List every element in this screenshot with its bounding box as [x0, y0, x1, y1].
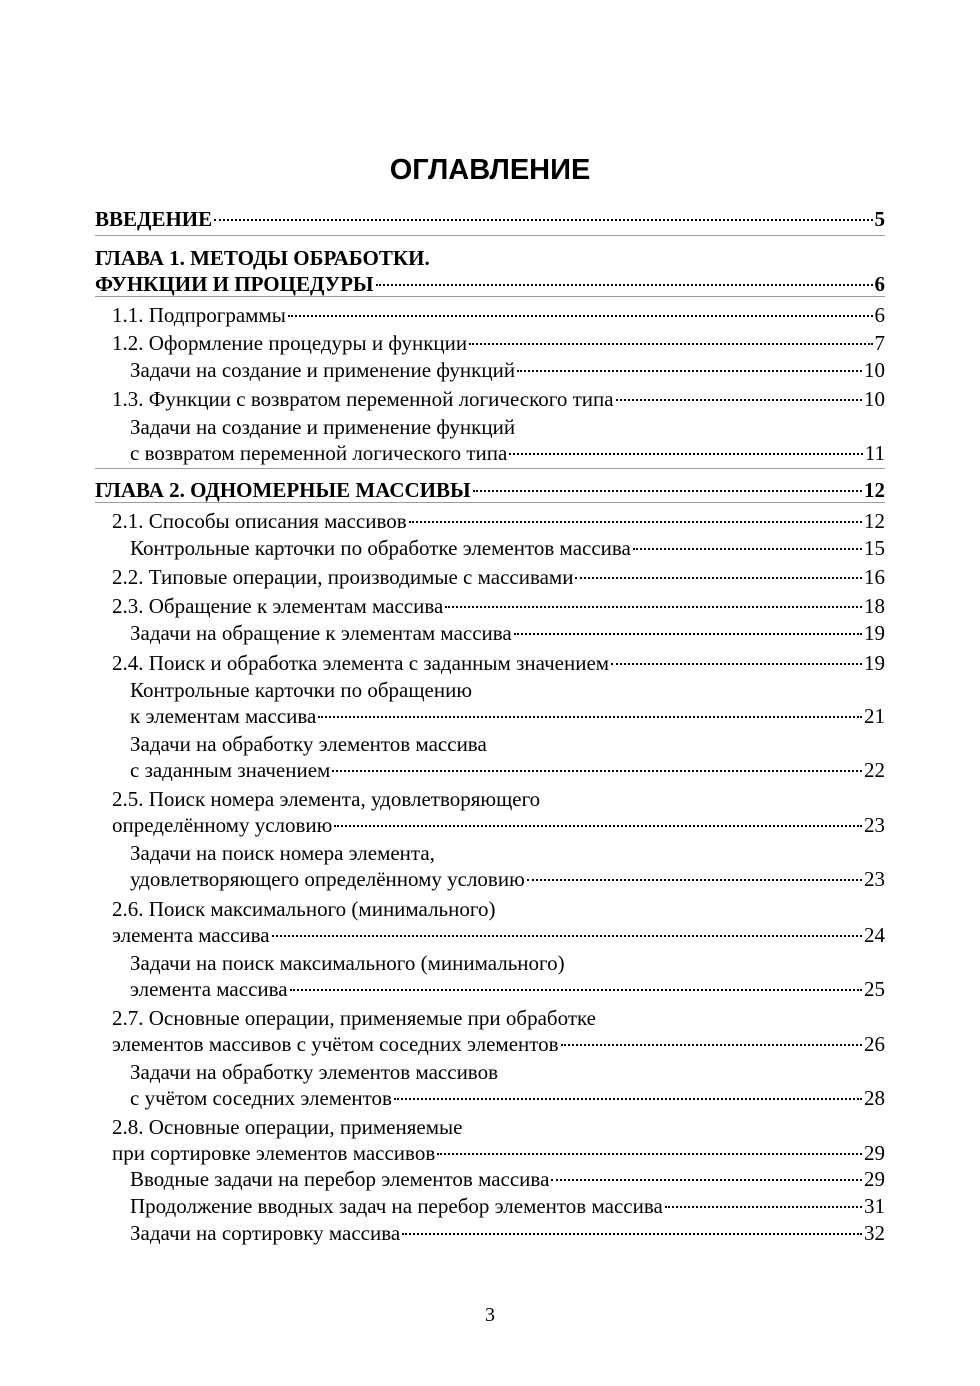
toc-entry-text: ГЛАВА 1. МЕТОДЫ ОБРАБОТКИ. [95, 246, 430, 270]
toc-entry-text: 2.5. Поиск номера элемента, удовлетворяющего [112, 787, 541, 811]
toc-entry[interactable] [112, 330, 885, 356]
toc-entry-text: элемента массива [130, 977, 288, 1001]
toc-entry[interactable] [95, 477, 885, 503]
toc-entry-text: 2.8. Основные операции, применяемые [112, 1115, 463, 1139]
toc-entry-text: с возвратом переменной логического типа [130, 441, 508, 465]
toc-entry[interactable] [130, 1059, 885, 1111]
toc-entry-text: Задачи на поиск максимального (минимального) [130, 951, 565, 975]
toc-entry-text: удовлетворяющего определённому условию [130, 867, 525, 891]
toc-entry-page: 21 [864, 704, 885, 728]
toc-entry-page: 10 [864, 358, 885, 382]
dot-leader [561, 1044, 862, 1046]
dot-leader [290, 989, 862, 991]
toc-entry-page: 10 [864, 387, 885, 411]
toc-entry-page: 29 [864, 1167, 885, 1191]
dot-leader [272, 935, 862, 937]
section-divider [95, 468, 885, 469]
toc-entry-text: элемента массива [112, 923, 270, 947]
dot-leader [575, 577, 862, 579]
toc-entry[interactable] [130, 840, 885, 892]
dot-leader [633, 548, 862, 550]
toc-entry-page: 18 [864, 594, 885, 618]
toc-entry-text: Задачи на поиск номера элемента, [130, 841, 435, 865]
toc-entry[interactable] [112, 650, 885, 676]
dot-leader [376, 284, 873, 286]
toc-entry-text: ГЛАВА 2. ОДНОМЕРНЫЕ МАССИВЫ [95, 478, 471, 502]
toc-entry[interactable] [95, 206, 885, 232]
toc-entry-page: 7 [874, 331, 885, 355]
toc-entry-text: при сортировке элементов массивов [112, 1141, 436, 1165]
toc-entry-text: Задачи на обработку элементов массивов [130, 1060, 498, 1084]
dot-leader [611, 663, 862, 665]
toc-entry-text: 1.2. Оформление процедуры и функции [112, 331, 468, 355]
toc-entry[interactable] [130, 731, 885, 783]
toc-entry-page: 26 [864, 1032, 885, 1056]
toc-entry-page: 29 [864, 1141, 885, 1165]
toc-entry[interactable] [130, 1166, 885, 1192]
section-divider [95, 235, 885, 236]
dot-leader [469, 343, 872, 345]
dot-leader [445, 606, 862, 608]
toc-entry-text: Задачи на создание и применение функций [130, 358, 516, 382]
toc-entry-page: 5 [874, 207, 885, 231]
toc-entry-text: с заданным значением [130, 758, 331, 782]
toc-entry-text: Вводные задачи на перебор элементов массива [130, 1167, 550, 1191]
dot-leader [214, 219, 872, 221]
toc-entry[interactable] [112, 1114, 885, 1166]
toc-entry-text: 1.3. Функции с возвратом переменной логического типа [112, 387, 614, 411]
toc-entry[interactable] [130, 414, 885, 466]
toc-entry[interactable] [112, 508, 885, 534]
dot-leader [394, 1098, 862, 1100]
dot-leader [332, 770, 862, 772]
toc-entry-text: 1.1. Подпрограммы [112, 303, 286, 327]
toc-entry-text: 2.7. Основные операции, применяемые при обработке [112, 1006, 596, 1030]
toc-entry-page: 6 [874, 272, 885, 296]
dot-leader [665, 1206, 862, 1208]
toc-entry[interactable] [112, 896, 885, 948]
toc-entry[interactable] [130, 677, 885, 729]
toc-entry[interactable] [130, 950, 885, 1002]
dot-leader [288, 315, 873, 317]
dot-leader [551, 1179, 862, 1181]
toc-entry-text: ФУНКЦИИ И ПРОЦЕДУРЫ [95, 272, 374, 296]
toc-entry-text: определённому условию [112, 813, 333, 837]
dot-leader [616, 399, 862, 401]
toc-entry-text: ВВЕДЕНИЕ [95, 207, 213, 231]
toc-entry[interactable] [112, 386, 885, 412]
toc-entry-page: 16 [864, 565, 885, 589]
toc-entry[interactable] [112, 1005, 885, 1057]
toc-entry-page: 11 [864, 441, 885, 465]
toc-entry[interactable] [112, 302, 885, 328]
page-title: ОГЛАВЛЕНИЕ [389, 154, 591, 186]
toc-entry-page: 24 [864, 923, 885, 947]
toc-entry-text: Задачи на сортировку массива [130, 1221, 401, 1245]
toc-entry-page: 28 [864, 1086, 885, 1110]
toc-entry-text: 2.2. Типовые операции, производимые с массивами [112, 565, 574, 589]
dot-leader [517, 370, 862, 372]
dot-leader [514, 633, 862, 635]
toc-entry-page: 19 [864, 651, 885, 675]
toc-entry-text: Продолжение вводных задач на перебор элементов массива [130, 1194, 663, 1218]
toc-entry[interactable] [130, 1220, 885, 1246]
dot-leader [409, 521, 862, 523]
toc-entry[interactable] [112, 564, 885, 590]
toc-entry-text: к элементам массива [130, 704, 317, 728]
toc-entry-text: Контрольные карточки по обращению [130, 678, 473, 702]
toc-entry-text: 2.3. Обращение к элементам массива [112, 594, 444, 618]
toc-entry-text: 2.1. Способы описания массивов [112, 509, 407, 533]
toc-entry-page: 12 [864, 478, 885, 502]
dot-leader [527, 879, 862, 881]
dot-leader [437, 1153, 862, 1155]
toc-entry-text: Задачи на создание и применение функций [130, 415, 516, 439]
toc-entry[interactable] [130, 535, 885, 561]
toc-entry-text: Задачи на обращение к элементам массива [130, 621, 512, 645]
dot-leader [318, 716, 862, 718]
toc-entry-text: 2.6. Поиск максимального (минимального) [112, 897, 496, 921]
toc-entry-page: 31 [864, 1194, 885, 1218]
toc-entry-text: элементов массивов с учётом соседних элементов [112, 1032, 559, 1056]
toc-entry-text: Контрольные карточки по обработке элементов массива [130, 536, 631, 560]
toc-entry-page: 22 [864, 758, 885, 782]
toc-entry[interactable] [130, 1193, 885, 1219]
toc-entry[interactable] [112, 593, 885, 619]
toc-entry-text: Задачи на обработку элементов массива [130, 732, 487, 756]
toc-entry-page: 15 [864, 536, 885, 560]
toc-entry-text: с учётом соседних элементов [130, 1086, 392, 1110]
toc-entry-page: 12 [864, 509, 885, 533]
toc-entry-page: 19 [864, 621, 885, 645]
toc-entry[interactable] [130, 357, 885, 383]
page-number: 3 [485, 1304, 495, 1326]
toc-entry-page: 25 [864, 977, 885, 1001]
toc-entry[interactable] [112, 786, 885, 838]
toc-entry-page: 23 [864, 813, 885, 837]
toc-entry-text: 2.4. Поиск и обработка элемента с заданным значением [112, 651, 610, 675]
dot-leader [402, 1233, 862, 1235]
toc-entry[interactable] [130, 620, 885, 646]
dot-leader [334, 825, 862, 827]
toc-entry-page: 23 [864, 867, 885, 891]
toc-entry-page: 32 [864, 1221, 885, 1245]
dot-leader [473, 490, 862, 492]
toc-entry-page: 6 [874, 303, 885, 327]
toc-entry[interactable] [95, 245, 885, 297]
dot-leader [509, 453, 862, 455]
